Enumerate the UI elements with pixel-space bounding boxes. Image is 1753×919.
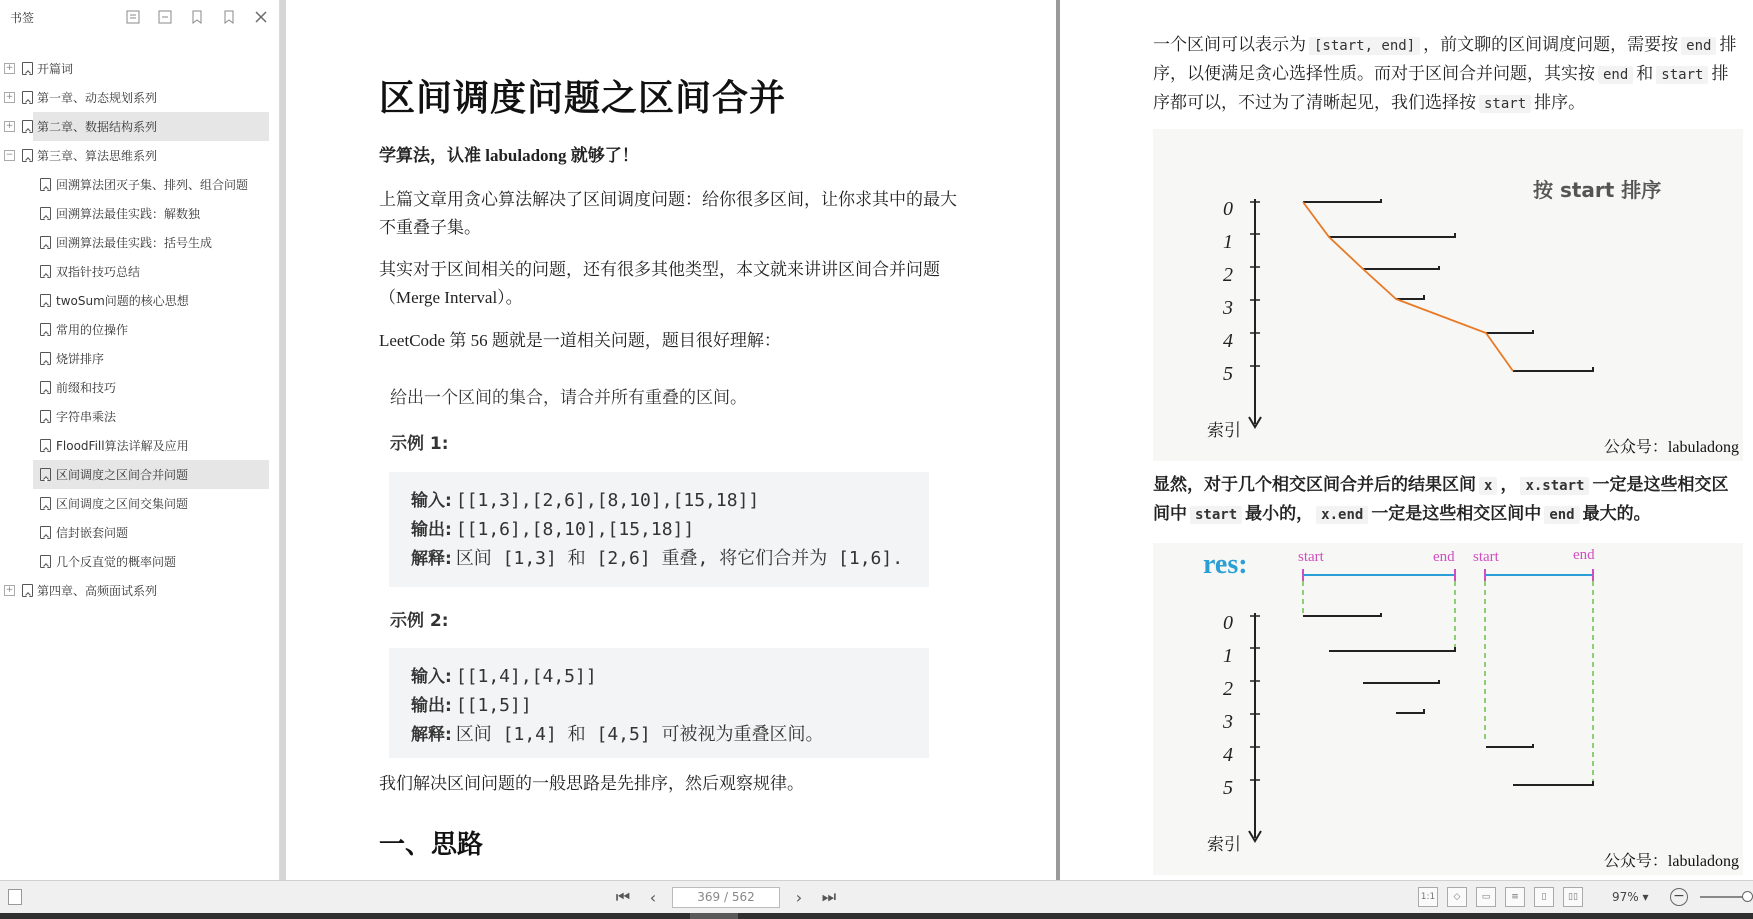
bookmark-label: 第三章、算法思维系列: [37, 149, 158, 163]
bookmark-icon: [22, 120, 33, 133]
bookmark-label: 区间调度之区间交集问题: [56, 497, 189, 511]
figure2-ticks: 0 1 2 3 4 5: [1223, 612, 1233, 799]
page-thumbnail-icon[interactable]: [8, 889, 22, 905]
sidebar-title: 书签: [10, 10, 35, 25]
page-left: [286, 0, 1056, 880]
tagline: 学算法，认准 labuladong 就够了！: [379, 146, 639, 165]
bookmark-label: 回溯算法团灭子集、排列、组合问题: [56, 178, 249, 192]
bookmark-label: FloodFill算法详解及应用: [56, 439, 189, 453]
figure2-caption: 公众号：labuladong: [1603, 853, 1739, 870]
res-label: res:: [1203, 549, 1248, 580]
example2-codebox: [389, 648, 929, 758]
bookmark-label: twoSum问题的核心思想: [56, 294, 189, 308]
add-bookmark-icon[interactable]: [187, 7, 207, 27]
bookmark-icon: [22, 149, 33, 162]
bookmark-label: 回溯算法最佳实践：解数独: [56, 207, 201, 221]
bookmark-item[interactable]: [0, 518, 279, 547]
bookmark-item[interactable]: [0, 489, 279, 518]
bookmark-label: 字符串乘法: [56, 410, 117, 424]
bookmark-item[interactable]: [0, 199, 279, 228]
prev-page-icon[interactable]: ‹: [649, 887, 657, 907]
next-page-icon[interactable]: ›: [795, 887, 803, 907]
bookmark-item[interactable]: [0, 170, 279, 199]
bookmark-icon: [22, 584, 33, 597]
bookmark-item[interactable]: [0, 54, 279, 83]
bookmark-item[interactable]: [0, 83, 279, 112]
sidebar-header: [0, 0, 279, 34]
example2-output: 输出: [[1,5]]: [411, 695, 532, 716]
actual-size-icon[interactable]: 1:1: [1418, 887, 1438, 907]
collapse-icon[interactable]: −: [5, 150, 14, 160]
bookmark-label: 第二章、数据结构系列: [37, 120, 158, 134]
bookmark-item[interactable]: [0, 431, 279, 460]
approach-paragraph: 我们解决区间问题的一般思路是先排序，然后观察规律。: [379, 774, 804, 793]
bookmark-label: 常用的位操作: [56, 323, 129, 337]
sort-by-start-figure: [1153, 129, 1743, 461]
figure2-axis-label: 索引: [1207, 835, 1241, 855]
bookmark-item[interactable]: [0, 286, 279, 315]
bookmark-item[interactable]: [0, 460, 279, 489]
bookmark-label: 开篇词: [37, 62, 74, 76]
expand-icon[interactable]: +: [5, 121, 14, 131]
bookmark-icon: [40, 381, 51, 394]
last-page-icon[interactable]: ⏭: [821, 887, 837, 906]
page-right: [1060, 0, 1753, 880]
example2-title: 示例 2:: [390, 611, 449, 631]
bookmark-item[interactable]: [0, 257, 279, 286]
view-mode-tools: [1418, 887, 1583, 907]
single-page-icon[interactable]: ▯: [1534, 887, 1554, 907]
res1-end-label: end: [1433, 549, 1455, 565]
bookmark-item[interactable]: [0, 315, 279, 344]
intro-paragraph: 上篇文章用贪心算法解决了区间调度问题：给你很多区间，让你求其中的最大不重叠子集。: [379, 190, 957, 237]
example1-title: 示例 1:: [390, 434, 449, 454]
bookmark-item[interactable]: [0, 547, 279, 576]
expand-icon[interactable]: +: [5, 92, 14, 102]
fit-page-icon[interactable]: ◇: [1447, 887, 1467, 907]
zoom-slider-handle[interactable]: [1742, 891, 1753, 902]
res1-start-label: start: [1298, 549, 1324, 565]
example1-output: 输出: [[1,6],[8,10],[15,18]]: [411, 519, 695, 540]
section-heading: 一、思路: [379, 830, 484, 859]
example1-codebox: [389, 472, 929, 587]
bookmark-label: 第四章、高频面试系列: [37, 584, 158, 598]
zoom-out-icon[interactable]: −: [1670, 888, 1688, 906]
fit-width-icon[interactable]: ▭: [1476, 887, 1496, 907]
expand-icon[interactable]: +: [5, 63, 14, 73]
sidebar-toolbar: [123, 7, 271, 27]
bookmark-sidebar: [0, 0, 280, 880]
bookmark-label: 回溯算法最佳实践：括号生成: [56, 236, 213, 250]
interval-paragraph: 一个区间可以表示为 [start, end] ，前文聊的区间调度问题，需要按 end 排序，以便满足贪心选择性质。而对于区间合并问题，其实按 end 和 start 排序都可以，不过为了清晰起见，我们选择按 start 排序。: [1153, 35, 1737, 112]
bookmark-item[interactable]: [0, 373, 279, 402]
bookmark-list: [0, 34, 279, 605]
status-bar: [0, 880, 1753, 913]
example2-input: 输入: [[1,4],[4,5]]: [411, 666, 597, 687]
example1-explain: 解释: 区间 [1,3] 和 [2,6] 重叠, 将它们合并为 [1,6].: [411, 548, 904, 569]
bookmark-icon: [40, 468, 51, 481]
bookmark-label: 烧饼排序: [56, 352, 105, 366]
collapse-all-icon[interactable]: [155, 7, 175, 27]
bookmark-icon[interactable]: [219, 7, 239, 27]
bookmark-item[interactable]: [0, 228, 279, 257]
continuous-view-icon[interactable]: ≡: [1505, 887, 1525, 907]
bookmark-icon: [40, 526, 51, 539]
bookmark-icon: [40, 236, 51, 249]
bookmark-icon: [40, 410, 51, 423]
taskbar-strip: [0, 913, 1753, 919]
bookmark-icon: [40, 352, 51, 365]
bookmark-icon: [40, 265, 51, 278]
bookmark-icon: [40, 207, 51, 220]
bookmark-label: 几个反直觉的概率问题: [56, 555, 177, 569]
problem-description: 给出一个区间的集合，请合并所有重叠的区间。: [390, 388, 747, 408]
figure1-axis-label: 索引: [1207, 421, 1241, 441]
leetcode-paragraph: LeetCode 第 56 题就是一道相关问题，题目很好理解：: [379, 331, 781, 350]
merge-paragraph: 显然，对于几个相交区间合并后的结果区间 x ， x.start 一定是这些相交区间中 start 最小的， x.end 一定是这些相交区间中 end 最大的。: [1153, 475, 1729, 523]
expand-all-icon[interactable]: [123, 7, 143, 27]
figure1-ticks: 0 1 2 3 4 5: [1223, 198, 1233, 385]
bookmark-icon: [40, 294, 51, 307]
example2-explain: 解释: 区间 [1,4] 和 [4,5] 可被视为重叠区间。: [411, 724, 824, 745]
context-paragraph: 其实对于区间相关的问题，还有很多其他类型，本文就来讲讲区间合并问题（Merge Interval）。: [379, 260, 940, 307]
bookmark-label: 信封嵌套问题: [56, 526, 129, 540]
bookmark-label: 区间调度之区间合并问题: [56, 468, 189, 482]
res2-end-label: end: [1573, 547, 1595, 563]
bookmark-icon: [40, 497, 51, 510]
bookmark-label: 第一章、动态规划系列: [37, 91, 158, 105]
bookmark-icon: [22, 62, 33, 75]
zoom-level[interactable]: 97% ▾: [1612, 890, 1649, 904]
bookmark-icon: [40, 555, 51, 568]
bookmark-icon: [40, 323, 51, 336]
bookmark-icon: [40, 439, 51, 452]
bookmark-icon: [22, 91, 33, 104]
scroll-thumb[interactable]: [690, 913, 738, 919]
page-title: 区间调度问题之区间合并: [379, 78, 787, 118]
bookmark-item[interactable]: [0, 141, 279, 170]
expand-icon[interactable]: +: [5, 585, 14, 595]
bookmark-icon: [40, 178, 51, 191]
bookmark-label: 双指针技巧总结: [56, 265, 141, 279]
first-page-icon[interactable]: ⏮: [615, 887, 631, 906]
bookmark-item[interactable]: [0, 344, 279, 373]
merge-result-figure: [1153, 543, 1743, 875]
document-view: [286, 0, 1753, 880]
res2-start-label: start: [1473, 549, 1499, 565]
close-icon[interactable]: [251, 7, 271, 27]
figure1-label: 按 start 排序: [1533, 178, 1662, 202]
two-page-icon[interactable]: ▯▯: [1563, 887, 1583, 907]
page-navigation: [612, 886, 840, 908]
merge-diagram: [1153, 543, 1743, 875]
example1-input: 输入: [[1,3],[2,6],[8,10],[15,18]]: [411, 490, 760, 511]
bookmark-item[interactable]: [0, 112, 279, 141]
page-number-input[interactable]: 369 / 562: [672, 887, 780, 908]
figure1-caption: 公众号：labuladong: [1603, 439, 1739, 456]
bookmark-item[interactable]: [0, 402, 279, 431]
bookmark-item[interactable]: [0, 576, 279, 605]
bookmark-label: 前缀和技巧: [56, 381, 117, 395]
